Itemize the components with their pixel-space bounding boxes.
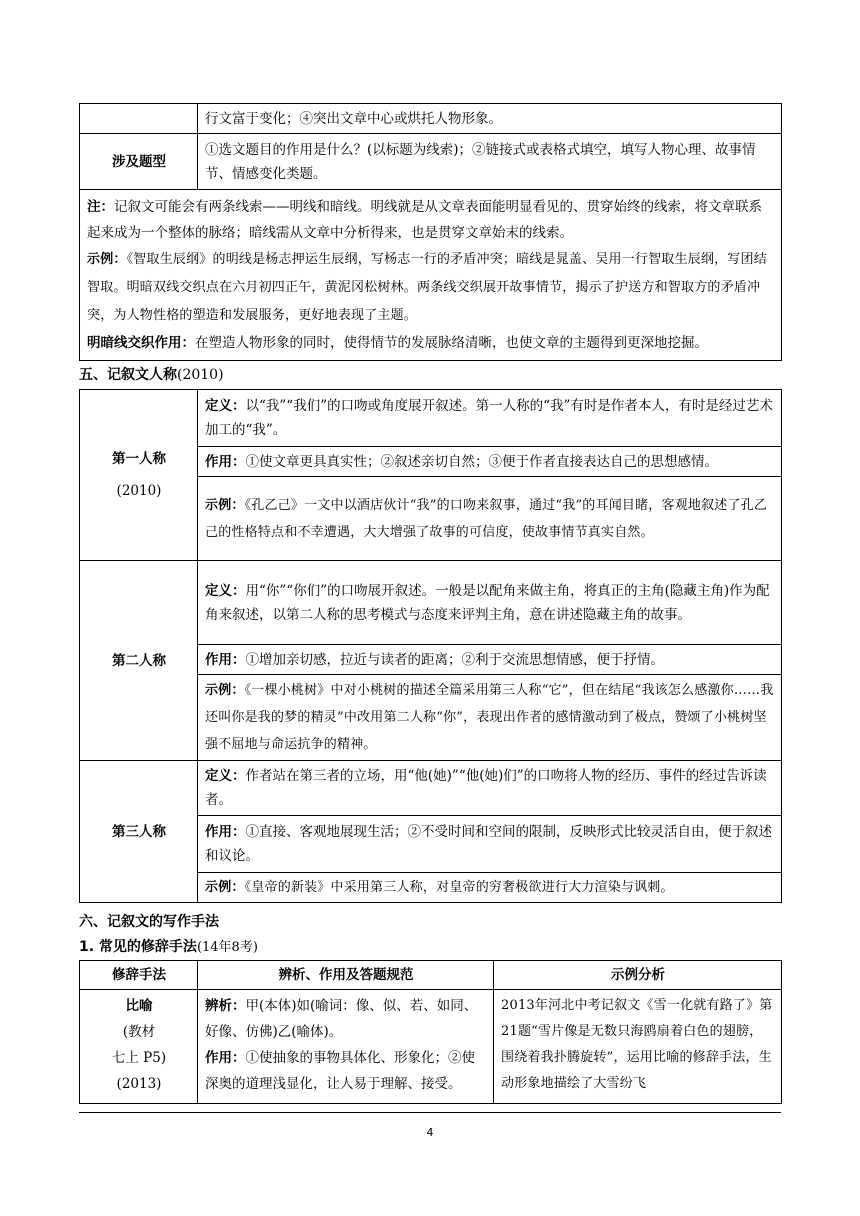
effect-text: ①使抽象的事物具体化、形象化；②使深奥的道理浅显化，让人易于理解、接受。: [205, 1050, 475, 1092]
first-person-name: 第一人称: [112, 451, 166, 467]
metaphor-label-cell: [80, 990, 198, 1104]
example-paragraph: [87, 246, 775, 330]
metaphor-example-cell: 2013年河北中考记叙文《雪一化就有路了》第21题“雪片像是无数只海鸥扇着白色的翅膀，围绕着我扑腾旋转”，运用比喻的修辞手法，生动形象地描绘了大雪纷飞: [494, 990, 782, 1104]
table-row: [80, 190, 782, 361]
example-text: 《一棵小桃树》中对小桃树的描述全篇采用第三人称“它”，但在结尾“我该怎么感激你……我还叫你是我的梦的精灵”中改用第二人称“你”，表现出作者的感情激动到了极点，赞颂了小桃树坚强不屈地与命运抗争的精神。: [205, 683, 774, 752]
second-person-label: 第二人称: [80, 561, 198, 761]
table-row: [80, 761, 782, 816]
third-person-label: 第三人称: [80, 761, 198, 903]
section-5-heading: [79, 364, 224, 384]
rhetoric-subtitle: 1. 常见的修辞手法: [79, 939, 197, 955]
definition-label: 定义：: [205, 582, 246, 599]
first-person-label: [80, 390, 198, 561]
section-5-title: 五、记叙文人称: [79, 367, 177, 383]
effect-text: ①直接、客观地展现生活；②不受时间和空间的限制，反映形式比较灵活自由，便于叙述和议论。: [205, 824, 772, 864]
example-label: 示例：: [205, 497, 245, 513]
note-label: 注：: [87, 199, 114, 215]
table-header-row: [80, 961, 782, 990]
metaphor-source-1: (教材: [122, 1024, 156, 1040]
example-label: 示例：: [87, 252, 127, 267]
definition-text: 用“你”“你们”的口吻展开叙述。一般是以配角来做主角，将真正的主角(隐藏主角)作为配角来叙述，以第二人称的思考模式与态度来评判主角，意在讲述隐藏主角的故事。: [205, 582, 770, 623]
first-person-effect: [198, 447, 782, 477]
question-type-label: 涉及题型: [80, 134, 198, 190]
second-person-effect: [198, 645, 782, 675]
header-analysis: 辨析、作用及答题规范: [198, 961, 494, 990]
third-person-example: [198, 873, 782, 903]
table-row: [80, 390, 782, 447]
third-person-effect: [198, 816, 782, 873]
table-row: [80, 134, 782, 190]
clue-table: [79, 103, 782, 361]
header-example: 示例分析: [494, 961, 782, 990]
definition-label: 定义：: [205, 768, 246, 784]
effect-text: ①增加亲切感，拉近与读者的距离；②利于交流思想情感，便于抒情。: [245, 651, 664, 668]
effect-label: 作用：: [205, 1050, 246, 1066]
page-number: 4: [426, 1126, 434, 1139]
section-5-year: (2010): [177, 367, 224, 383]
footer-divider: [79, 1112, 781, 1113]
example-label: 示例：: [205, 879, 245, 895]
metaphor-year: (2013): [116, 1076, 162, 1092]
definition-label: 定义：: [205, 398, 246, 414]
rhetoric-exam-count: (14年8考): [196, 940, 258, 955]
section-6-title: 六、记叙文的写作手法: [79, 914, 219, 930]
rhetoric-subheading: [79, 936, 258, 956]
example-text: 《皇帝的新装》中采用第三人称，对皇帝的穷奢极欲进行大力渲染与讽刺。: [244, 879, 674, 895]
rhetoric-table: [79, 960, 782, 1104]
example-text: 《智取生辰纲》的明线是杨志押运生辰纲，写杨志一行的矛盾冲突；暗线是晁盖、吴用一行智取生辰纲，写团结智取。明暗双线交织点在六月初四正午，黄泥冈松树林。两条线交织展开故事情节，揭示了护送方和智取方的矛盾冲突，为人物性格的塑造和发展服务，更好地表现了主题。: [87, 252, 767, 323]
effect-label: 作用：: [205, 453, 246, 470]
effect-paragraph: [87, 330, 775, 356]
person-table: [79, 389, 782, 903]
definition-text: 作者站在第三者的立场，用“他(她)”“他(她)们”的口吻将人物的经历、事件的经过告诉读者。: [205, 768, 767, 808]
definition-text: 以“我”“我们”的口吻或角度展开叙述。第一人称的“我”有时是作者本人，有时是经过艺术加工的“我”。: [205, 398, 773, 438]
metaphor-source-2: 七上 P5): [111, 1050, 167, 1066]
question-type-content: ①选文题目的作用是什么？(以标题为线索)；②链接式或表格式填空，填写人物心理、故事情节、情感变化类题。: [198, 134, 782, 190]
effect-label: 明暗线交织作用：: [87, 335, 195, 351]
analysis-label: 辨析：: [205, 998, 246, 1014]
first-person-example: [198, 477, 782, 561]
empty-label-cell: [80, 104, 198, 134]
analysis-text: 甲(本体)如(喻词：像、似、若、如同、好像、仿佛)乙(喻体)。: [205, 998, 478, 1040]
effect-label: 作用：: [205, 651, 246, 668]
second-person-definition: [198, 561, 782, 645]
note-cell: [80, 190, 782, 361]
section-6-heading: [79, 911, 219, 931]
first-person-definition: [198, 390, 782, 447]
table-row: [80, 561, 782, 645]
effect-text: ①使文章更具真实性；②叙述亲切自然；③便于作者直接表达自己的思想感情。: [245, 453, 718, 470]
table-row: [80, 990, 782, 1104]
metaphor-name: 比喻: [125, 998, 153, 1014]
third-person-definition: [198, 761, 782, 816]
metaphor-effect: [205, 1045, 487, 1097]
metaphor-analysis: [205, 993, 487, 1045]
effect-label: 作用：: [205, 824, 246, 840]
table-row: [80, 104, 782, 134]
example-text: 《孔乙己》一文中以酒店伙计“我”的口吻来叙事，通过“我”的耳闻目睹，客观地叙述了孔乙己的性格特点和不幸遭遇，大大增强了故事的可信度，使故事情节真实自然。: [205, 497, 768, 540]
effect-text: 在塑造人物形象的同时，使得情节的发展脉络清晰，也使文章的主题得到更深地挖掘。: [195, 335, 708, 351]
second-person-example: [198, 675, 782, 761]
metaphor-analysis-cell: [198, 990, 494, 1104]
note-text: 记叙文可能会有两条线索——明线和暗线。明线就是从文章表面能明显看见的、贯穿始终的线索，将文章联系起来成为一个整体的脉络；暗线需从文章中分析得来，也是贯穿文章始末的线索。: [87, 199, 762, 241]
example-label: 示例：: [205, 683, 245, 698]
clue-effect-cell: 行文富于变化；④突出文章中心或烘托人物形象。: [198, 104, 782, 134]
note-paragraph: [87, 194, 775, 246]
header-rhetoric: 修辞手法: [80, 961, 198, 990]
first-person-year: (2010): [116, 483, 162, 499]
